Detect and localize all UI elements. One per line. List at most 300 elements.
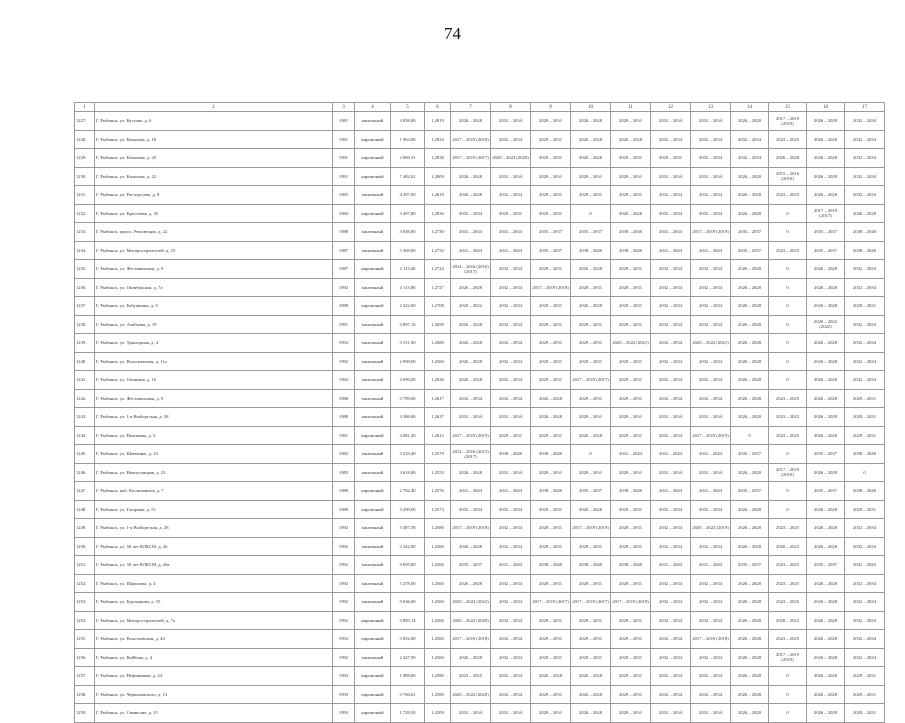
table-cell: 2029 – 2031 [571,630,611,649]
address-cell: Г. Рыбинск, просп. Революции, д. 22 [95,223,333,242]
table-cell: 1,2617 [425,389,451,408]
row-number: 1244. [75,426,95,445]
table-cell: 2029 – 2031 [571,389,611,408]
table-row [75,278,885,297]
table-cell: 2032 – 2034 [651,186,691,205]
table-cell: 1,2209 [425,704,451,723]
table-cell: 2032 – 2034 [491,685,531,704]
address-cell: Г. Рыбинск, ул. 50 лет ВЛКСМ, д. 26 [95,537,333,556]
table-cell: 1,2579 [425,445,451,464]
table-cell: 1,2708 [425,297,451,316]
table-cell: 2026 – 2028 [731,685,769,704]
row-number: 1251. [75,556,95,575]
table-cell: панельный [355,352,391,371]
table-cell: 2017 – 2019 (2017) [571,371,611,390]
table-cell: 2026 – 2028 [731,204,769,223]
table-cell: 2032 – 2034 [651,630,691,649]
table-cell: 2032 – 2034 [691,278,731,297]
table-cell: 5 487,58 [391,519,425,538]
column-number: 4 [355,103,391,112]
table-cell: 2032 – 2034 [691,704,731,723]
row-number: 1234. [75,241,95,260]
table-cell: 2026 – 2028 [731,278,769,297]
table-cell: 2026 – 2028 [731,260,769,279]
table-cell: 2029 – 2031 [531,260,571,279]
address-cell: Г. Рыбинск, ул. Кустова, д. 6 [95,112,333,131]
table-cell: 2032 – 2034 [491,260,531,279]
table-cell: 1989 [333,482,355,501]
table-cell: 2032 – 2034 [731,149,769,168]
table-cell: 2026 – 2028 [451,352,491,371]
table-cell: 2020 – 2022 [451,297,491,316]
row-number: 1248. [75,500,95,519]
table-cell: 2032 – 2034 [845,112,885,131]
table-cell: 1992 [333,574,355,593]
table-cell: 2029 – 2031 [611,186,651,205]
table-cell: 1,2553 [425,463,451,482]
table-cell: 3 997,10 [391,315,425,334]
table-cell: 1992 [333,648,355,667]
table-cell: 2032 – 2034 [651,112,691,131]
table-cell: 2029 – 2031 [531,519,571,538]
table-cell: 4 113,80 [391,278,425,297]
table-cell: 2026 – 2028 [451,315,491,334]
table-cell: 2032 – 2034 [491,352,531,371]
table-cell: 0 [769,352,807,371]
table-cell: 2023 – 2025 [769,389,807,408]
table-cell: 2032 – 2034 [691,537,731,556]
column-number: 9 [531,103,571,112]
table-cell: 2026 – 2028 [571,112,611,131]
table-cell: 2026 – 2028 [731,574,769,593]
table-cell: 2026 – 2028 [611,130,651,149]
column-number: 8 [491,103,531,112]
address-cell: Г. Рыбинск, ул. Моторостроителей, д. 25 [95,241,333,260]
table-cell: 2032 – 2034 [451,389,491,408]
table-cell: 2029 – 2031 [611,685,651,704]
table-cell: 2032 – 2034 [491,500,531,519]
table-cell: 2029 – 2031 [531,149,571,168]
table-cell: 2026 – 2028 [807,463,845,482]
table-cell: 2038 – 2040 [571,556,611,575]
table-cell: 2026 – 2028 [451,574,491,593]
table-cell: 2032 – 2034 [845,278,885,297]
column-number: 1 [75,103,95,112]
table-cell: 2035 – 2037 [451,556,491,575]
table-cell: 0 [731,426,769,445]
row-number: 1253. [75,593,95,612]
table-cell: кирпичный [355,667,391,686]
table-cell: 1988 [333,389,355,408]
table-cell: 2029 – 2031 [845,667,885,686]
table-cell: 2032 – 2034 [491,537,531,556]
page-number: 74 [444,24,461,43]
table-cell: 2017 – 2019 (2019) [691,223,731,242]
row-number: 1258. [75,685,95,704]
table-cell: 2032 – 2034 [491,186,531,205]
table-cell: 2032 – 2034 [845,574,885,593]
table-cell: 2032 – 2034 [651,704,691,723]
table-cell: 2032 – 2034 [491,278,531,297]
table-cell: 2026 – 2028 [807,334,845,353]
table-cell: 2026 – 2028 [531,667,571,686]
row-number: 1242. [75,389,95,408]
table-cell: 2017 – 2019 (2019) [769,648,807,667]
table-cell: 2029 – 2031 [531,371,571,390]
table-row [75,630,885,649]
table-cell: 2026 – 2028 [731,371,769,390]
table-cell: 0 [845,463,885,482]
table-cell: 2023 – 2025 [769,630,807,649]
table-cell: 2032 – 2034 [845,352,885,371]
table-cell: 2032 – 2034 [845,537,885,556]
table-cell: 2032 – 2034 [651,389,691,408]
table-cell: 2032 – 2034 [491,704,531,723]
table-cell: 2026 – 2028 [807,426,845,445]
table-cell: 2032 – 2034 [731,130,769,149]
table-cell: 0 [769,260,807,279]
table-cell: 2026 – 2028 [571,149,611,168]
table-cell: 2029 – 2031 [531,334,571,353]
table-cell: 2029 – 2031 [611,704,651,723]
table-cell: 2035 – 2037 [807,445,845,464]
table-cell: 2041 – 2043 [691,241,731,260]
table-cell: 2017 – 2019 (2018) [451,130,491,149]
table-cell: 2026 – 2028 [571,297,611,316]
address-cell: Г. Рыбинск, ул. Крестовая, д. 45 [95,204,333,223]
table-cell: 2026 – 2028 [731,500,769,519]
table-cell: 2026 – 2028 [807,149,845,168]
table-cell: 2032 – 2034 [845,260,885,279]
table-cell: 1,2560 [425,574,451,593]
column-number: 13 [691,103,731,112]
table-cell: 2023 – 2025 [769,574,807,593]
table-cell: 2029 – 2031 [611,371,651,390]
table-cell: 2026 – 2028 [731,408,769,427]
table-cell: 2032 – 2034 [845,593,885,612]
table-cell: 2029 – 2031 [531,297,571,316]
table-cell: 1991 [333,149,355,168]
table-cell: 3 858,00 [391,112,425,131]
table-cell: 2032 – 2034 [491,593,531,612]
table-cell: 1992 [333,556,355,575]
table-cell: 1,2580 [425,667,451,686]
table-cell: 2041 – 2043 [651,241,691,260]
table-cell: 2029 – 2031 [571,463,611,482]
table-cell: 2032 – 2034 [691,389,731,408]
table-row [75,482,885,501]
column-number: 17 [845,103,885,112]
table-cell: 2041 – 2043 [491,482,531,501]
address-cell: Г. Рыбинск, ул. Куйбова, д. 4 [95,648,333,667]
table-cell: 2029 – 2031 [611,500,651,519]
table-cell: 1987 [333,241,355,260]
table-cell: 2032 – 2034 [691,186,731,205]
table-cell: 2029 – 2031 [611,426,651,445]
table-cell: 1991 [333,167,355,186]
table-cell: 2032 – 2034 [651,167,691,186]
table-cell: 2026 – 2028 [807,667,845,686]
table-cell: 2017 – 2019 (2017) [807,204,845,223]
table-cell: 2017 – 2019 (2018) [451,630,491,649]
table-cell: 1981 [333,112,355,131]
table-cell: 2032 – 2034 [491,667,531,686]
table-cell: 2029 – 2031 [611,611,651,630]
table-cell: панельный [355,556,391,575]
table-cell: 2041 – 2043 [451,241,491,260]
table-cell: 2041 – 2043 [651,556,691,575]
row-number: 1236. [75,278,95,297]
table-row [75,648,885,667]
table-cell: 2029 – 2031 [531,704,571,723]
table-cell: 0 [769,482,807,501]
table-cell: 0 [769,704,807,723]
row-number: 1237. [75,297,95,316]
table-cell: 2032 – 2034 [651,408,691,427]
table-cell: 2032 – 2034 [491,315,531,334]
table-cell: 2038 – 2040 [531,445,571,464]
table-cell: 2026 – 2028 [807,593,845,612]
table-cell: 1992 [333,537,355,556]
table-cell: 1987 [333,260,355,279]
table-cell: 0 [769,278,807,297]
table-row [75,593,885,612]
column-number: 14 [731,103,769,112]
table-cell: 2035 – 2037 [807,223,845,242]
table-cell: 1988 [333,223,355,242]
table-cell: 2029 – 2031 [845,389,885,408]
table-cell: 2041 – 2043 [491,556,531,575]
table-cell: 2026 – 2028 [571,260,611,279]
table-cell: панельный [355,593,391,612]
table-cell: 2017 – 2019 (2019) [769,112,807,131]
table-cell: 2032 – 2034 [691,463,731,482]
table-cell: 2032 – 2034 [651,537,691,556]
table-cell: 0 [769,223,807,242]
table-cell: 2041 – 2043 [491,241,531,260]
table-cell: 2032 – 2034 [651,130,691,149]
row-number: 1245. [75,445,95,464]
table-cell: 2017 – 2019 (2019) [769,463,807,482]
table-cell: 2038 – 2040 [845,241,885,260]
table-cell: 2029 – 2031 [611,389,651,408]
address-cell: Г. Рыбинск, ул. Волочаевская, д. 11а [95,352,333,371]
table-cell: 1991 [333,315,355,334]
table-cell: 1983 [333,445,355,464]
table-cell: панельный [355,334,391,353]
column-number-row [75,103,885,112]
table-cell: 2029 – 2031 [571,408,611,427]
table-cell: 1,2560 [425,611,451,630]
table-row [75,667,885,686]
table-cell: 2035 – 2037 [807,482,845,501]
table-cell: 2035 – 2037 [807,556,845,575]
table-cell: 2026 – 2028 [731,186,769,205]
table-cell: 2029 – 2031 [531,574,571,593]
table-cell: 0 [769,500,807,519]
table-row [75,186,885,205]
table-cell: 2029 – 2031 [531,685,571,704]
table-cell: 2029 – 2031 [531,648,571,667]
table-cell: 2026 – 2028 [807,408,845,427]
table-cell: 2023 – 2025 [769,556,807,575]
table-row [75,426,885,445]
address-cell: Г. Рыбинск, ул. Моторостроителей, д. 7а [95,611,333,630]
table-cell: 2032 – 2034 [691,574,731,593]
table-cell: 2026 – 2028 [531,389,571,408]
table-cell: 2032 – 2034 [651,352,691,371]
table-row [75,223,885,242]
table-cell: 2026 – 2028 [731,112,769,131]
table-cell: 2038 – 2040 [491,445,531,464]
table-cell: 2029 – 2031 [531,537,571,556]
table-cell: 2029 – 2031 [611,315,651,334]
table-cell: 3 695,00 [391,556,425,575]
table-cell: 2032 – 2034 [845,334,885,353]
table-cell: 1,2680 [425,334,451,353]
table-cell: 1991 [333,426,355,445]
table-cell: 2035 – 2037 [807,241,845,260]
table-cell: кирпичный [355,482,391,501]
table-cell: 2020 – 2022 (2020) [451,685,491,704]
table-cell: 2026 – 2028 [807,537,845,556]
table-cell: 2032 – 2034 [491,334,531,353]
table-cell: 7 482,01 [391,167,425,186]
table-cell: 3 789,00 [391,389,425,408]
column-number: 7 [451,103,491,112]
table-cell: 2032 – 2034 [845,149,885,168]
table-cell: 2032 – 2034 [451,704,491,723]
table-cell: кирпичный [355,297,391,316]
row-number: 1256. [75,648,95,667]
table-cell: 3 151,00 [391,334,425,353]
table-cell: панельный [355,537,391,556]
address-cell: Г. Рыбинск, ул. Расторгуева, д. 8 [95,186,333,205]
table-cell: 2017 – 2019 (2019) [451,426,491,445]
table-cell: 2032 – 2034 [691,611,731,630]
table-cell: кирпичный [355,130,391,149]
column-number: 3 [333,103,355,112]
table-cell: 2032 – 2034 [845,519,885,538]
table-cell: 1,2576 [425,482,451,501]
table-cell: 3 786,61 [391,685,425,704]
table-cell: 2032 – 2034 [651,463,691,482]
table-cell: 2029 – 2031 [491,204,531,223]
table-cell: 2026 – 2028 [807,186,845,205]
row-number: 1255. [75,630,95,649]
address-cell: Г. Рыбинск, ул. Черпановского, д. 13 [95,685,333,704]
table-cell: 2026 – 2028 [531,408,571,427]
table-cell: панельный [355,389,391,408]
table-cell: 1992 [333,278,355,297]
address-cell: Г. Рыбинск, ул. Алябьева, д. 19 [95,315,333,334]
table-cell: 2029 – 2031 [845,704,885,723]
table-cell: 2032 – 2034 [491,463,531,482]
table-cell: 1 988,00 [391,667,425,686]
table-cell: 2017 – 2019 (2017) [571,593,611,612]
table-cell: 0 [769,297,807,316]
table-cell: кирпичный [355,149,391,168]
column-number: 10 [571,103,611,112]
address-cell: Г. Рыбинск, ул. Олимпия, д. 16 [95,371,333,390]
table-cell: 2029 – 2031 [611,408,651,427]
address-cell: Г. Рыбинск, ул. Фестивальная, д. 9 [95,389,333,408]
table-cell: 3 386,00 [391,408,425,427]
table-cell: 2032 – 2034 [491,408,531,427]
table-cell: 1,2838 [425,149,451,168]
table-cell: 2023 – 2025 [769,519,807,538]
table-cell: 2032 – 2034 [491,519,531,538]
table-cell: панельный [355,519,391,538]
table-cell: 2032 – 2034 [651,667,691,686]
table-cell: 2020 – 2022 (2020) [451,611,491,630]
table-cell: 2032 – 2034 [651,260,691,279]
table-cell: 2038 – 2040 [845,445,885,464]
table-cell: 1983 [333,463,355,482]
table-cell: 4 081,20 [391,426,425,445]
table-cell: 2038 – 2040 [845,223,885,242]
table-cell: 2026 – 2028 [731,463,769,482]
table-cell: 2026 – 2028 [807,260,845,279]
table-cell: 3 885,14 [391,611,425,630]
table-cell: 2029 – 2031 [571,278,611,297]
table-cell: 1984 [333,204,355,223]
table-cell: 2029 – 2031 [531,186,571,205]
table-cell: 2029 – 2031 [611,667,651,686]
table-cell: 2032 – 2034 [451,204,491,223]
table-row [75,352,885,371]
address-cell: Г. Рыбинск, ул. 50 лет ВЛКСМ, д. 26а [95,556,333,575]
table-cell: кирпичный [355,204,391,223]
table-row [75,204,885,223]
table-cell: 1988 [333,297,355,316]
table-cell: 1992 [333,593,355,612]
row-number: 1246. [75,463,95,482]
address-cell: Г. Рыбинск, ул. Гагарина, д. 51 [95,500,333,519]
table-cell: 2029 – 2031 [845,500,885,519]
table-cell: 2032 – 2034 [651,334,691,353]
table-cell: 1,2630 [425,371,451,390]
table-cell: 2026 – 2028 [731,519,769,538]
table-cell: 2041 – 2043 [691,556,731,575]
table-cell: 2029 – 2031 [531,167,571,186]
table-row [75,704,885,723]
address-cell: Г. Рыбинск, ул. Волочаевская, д. 44 [95,630,333,649]
table-cell: 2041 – 2043 [651,445,691,464]
table-cell: панельный [355,445,391,464]
table-cell: 2026 – 2028 [571,500,611,519]
table-cell: кирпичный [355,630,391,649]
table-cell: 1,2573 [425,500,451,519]
table-cell: 2014 – 2016 (2016) (2017) [451,260,491,279]
table-cell: 2035 – 2037 [731,556,769,575]
table-cell: 2029 – 2031 [531,500,571,519]
table-cell: кирпичный [355,426,391,445]
table-cell: 2032 – 2034 [691,112,731,131]
table-cell: кирпичный [355,611,391,630]
table-cell: 2032 – 2034 [691,371,731,390]
table-row [75,315,885,334]
table-cell: 2023 – 2025 [769,186,807,205]
table-cell: 2038 – 2040 [611,482,651,501]
table-cell: 1988 [333,408,355,427]
table-row [75,574,885,593]
table-cell: 2020 – 2022 (2019) [691,519,731,538]
table-row [75,167,885,186]
table-cell: 1,2699 [425,315,451,334]
table-cell: 2026 – 2028 [807,297,845,316]
table-cell: 2029 – 2031 [611,260,651,279]
